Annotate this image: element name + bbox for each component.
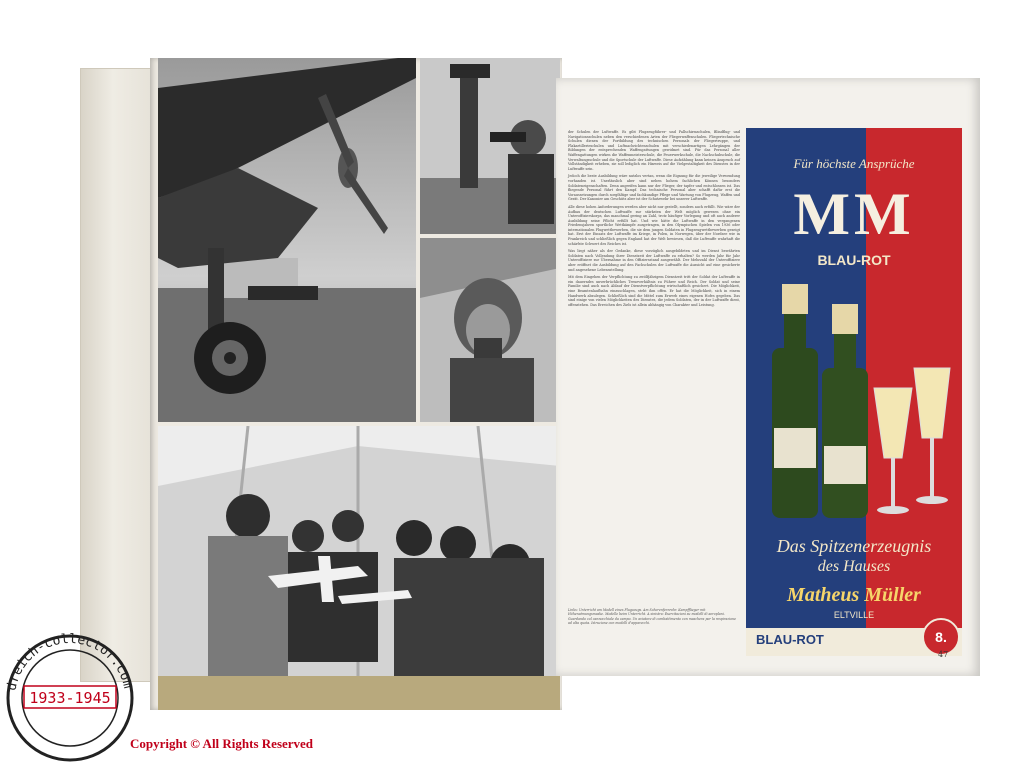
- ad-footer-brand: BLAU-ROT: [756, 632, 824, 647]
- ad-tagline-2: des Hauses: [817, 558, 891, 575]
- pilot-helmet-photo: [420, 238, 560, 422]
- article-paragraph: Jedoch die beste Ausbildung wäre nutzlos vertan, wenn die Eignung für die jeweilige Verwendung vorhanden ist. Unerlässlich aber sind neben hohem fachlichen Können besonders Soldateneigenschaften. Denn angreifen kann nur der Flieger, der tapfer und entschlossen ist. Das fliegende Personal führt den Kampf. Das technische Personal aber schafft dafür erst die Voraussetzungen durch sorgfältige und fachkundige Pflege und Wartung von Flugzeug, Waffen und Gerät. Der Kanonier am Geschütz aber ist der Schutzwehr bei unserer Luftwaffe.: [568, 174, 740, 202]
- photo-caption: Links: Unterricht am Modell eines Flugzeugs. Am Scherenfernrohr. Kampfflieger mit Höhenatmungsmaske. Modelle beim Unterricht. A sinistra: Esercitazioni su modelli di aeroplani. Guardando col cannocchiale da campo. Un aviatore di combattimento con maschera per la respirazione ad alta quota. Istruzione con modelli d'apparecchi.: [568, 608, 736, 625]
- champagne-bottles-glasses-illustration: [746, 278, 962, 528]
- ad-logo: MM: [793, 181, 915, 247]
- stamp-ring-text: dreich-collector.com: [4, 631, 136, 692]
- article-paragraph: der Schulen der Luftwaffe. Es gibt Flugzeugführer- und Fallschirmschulen, Blindflug- und Navigationsschulen neben den verschiedenen Arten der Fliegerwaffenschulen. Fliegertechnische Schulen dienen der Fortbildung des technischen Personals der Fliegertruppe, und Flakartillerieschulen und Luftnachrichtenschulen mit verschiedenartigen Lehrgängen der Bildungen der entsprechenden Waffengattungen gewidmet sind. Für das Personal aller Waffengattungen wirken die Waffenmeisterschule, die Feuerwerkschule, die Nachschubschule, die Verwaltungsschule und die Sportschule der Luftwaffe. Diese Aufzählung kann keinen Anspruch auf Vollständigkeit erheben, sie soll lediglich ein Hinweis auf die Vielgestaltigkeit des Dienstes in der Luftwaffe sein.: [568, 130, 740, 171]
- aircraft-propeller-photo: [158, 58, 416, 422]
- ad-tagline-1: Das Spitzenerzeugnis: [776, 536, 932, 556]
- copyright-notice: Copyright © All Rights Reserved: [130, 736, 314, 751]
- article-text-column: [568, 130, 740, 598]
- sparkling-wine-advertisement: [746, 128, 962, 656]
- ad-maker: Matheus Müller: [787, 584, 921, 606]
- ad-price: 8.: [935, 629, 947, 645]
- ad-slogan: Für höchste Ansprüche: [793, 156, 915, 171]
- article-paragraph: Alle diese hohen Anforderungen werden aber nicht nur gestellt, sondern auch erfüllt. Wie wäre der Aufbau der deutschen Luftwaffe zur stärksten der Welt möglich gewesen ohne ein Unteroffizierskorps, das manchmal gering an Zahl, trotz häufiger Vorlegung und oft auch anderer Ausbildung seine Pflicht erfüllt hat. Und wie hätte die Luftwaffe in den vergangenen Friedensjahren sportliche Wettkämpfe ausgetragen, in den Olympischen Spielen von 1936 oder internationalen Flugwettbewerben, die sie dem jungen Soldaten in Flugzeugwettbewerben gezeigt hat. Erst der Einsatz der Luftwaffe im Kriege, in Polen, in Norwegen, über der Nordsee wie in Frankreich und schließlich gegen England hat der Welt bewiesen, daß die Luftwaffe wahrhaft die schärfste Schwert des Reiches ist.: [568, 204, 740, 246]
- ad-brand: BLAU-ROT: [817, 252, 891, 268]
- stamp-years: 1933-1945: [29, 689, 111, 707]
- left-page: [150, 58, 562, 710]
- article-paragraph: Mit dem Eingehen der Verpflichtung zu zwölfjährigem Dienstzeit tritt der Soldat der Luftwaffe in ein dauerndes unverbrüchliches Treueverhältnis zu Führer und Reich. Der Soldat und seine Familie sind auch nach Ablauf der Dienstverpflichtung wirtschaftlich gesichert. Die Möglichkeit, eine Beamtenlaufbahn einzuschlagen, steht ihm offen. Er hat die Möglichkeit, sich in einem Handwerk abzulegen. Schließlich sind die Mittel zum Erwerb eines eigenen Hofes gegeben. Das sind einige von vielen Möglichkeiten des Dienstes, die jedem Soldaten, der in der Luftwaffe dient, offenstehen. Das Erreichen des Ziels ist allein abhängig von Charakter und Leistung.: [568, 275, 740, 307]
- article-paragraph: Was liegt näher als der Gedanke, diese vorzüglich ausgebildeten und im Dienst bewährten Soldaten nach Vollendung ihrer Dienstzeit der Luftwaffe zu erhalten? So werden Jahr für Jahr Unteroffiziere zur Übernahme in den Offiziersstand ausgewählt. Der Mehrzahl der Unteroffiziere aber eröffnet die Ausbildung auf den Fachschulen der Luftwaffe die Aussicht auf eine gesicherte und angesehene Lebensstellung.: [568, 249, 740, 272]
- gunsight-operator-photo: [420, 58, 560, 234]
- tent-model-aircraft-photo: [158, 426, 560, 710]
- page-number: 47: [938, 650, 949, 659]
- ad-town: ELTVILLE: [833, 610, 875, 620]
